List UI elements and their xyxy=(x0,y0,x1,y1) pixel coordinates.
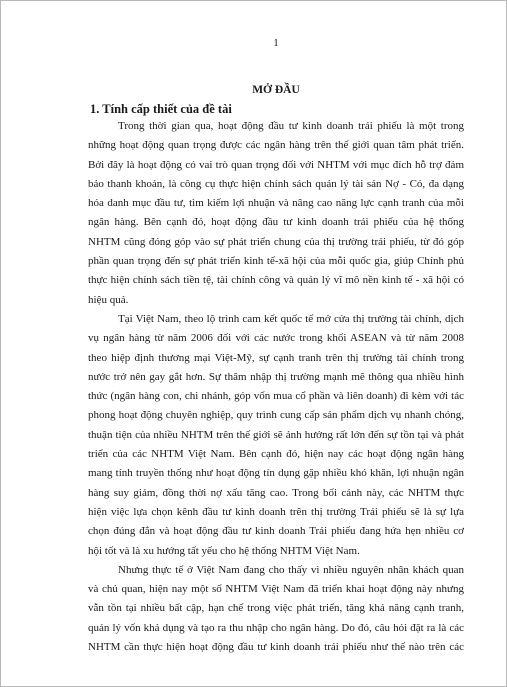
paragraph-line: Tại Việt Nam, theo lộ trình cam kết quốc tế mở cửa thị trường tài chính, dịch xyxy=(118,312,464,325)
paragraph-line: mang tính truyền thống như hoạt động tín dụng gặp nhiều khó khăn, lợi nhuận ngân xyxy=(88,467,464,480)
section-heading: 1. Tính cấp thiết của đề tài xyxy=(90,102,232,116)
paragraph-line: triển của các NHTM Việt Nam. Bên cạnh đó, hiện nay các hoạt động ngân hàng xyxy=(88,448,464,461)
paragraph-line: những hoạt động quan trọng được các ngân hàng trên thế giới quan tâm phát triển. xyxy=(88,139,464,152)
paragraph-line: vẫn tồn tại nhiều bất cập, hạn chế trong việc phát triển, tăng khả năng cạnh tranh, xyxy=(88,602,464,615)
paragraph-line: phần quan trọng đến sự phát triển kinh tế-xã hội của mỗi quốc gia, giúp Chính phủ xyxy=(88,255,464,268)
page-number: 1 xyxy=(273,37,279,49)
paragraph-line: quản lý vốn khả dụng và tạo ra thu nhập cho ngân hàng. Do đó, câu hỏi đặt ra là các xyxy=(88,621,464,634)
paragraph-line: phong hoạt động chuyên nghiệp, quy trình cung cấp sản phẩm dịch vụ nhanh chóng, xyxy=(88,409,464,422)
body-text xyxy=(88,117,464,657)
paragraph-line: hàng suy giảm, đồng thời nợ xấu tăng cao. Trong bối cảnh này, các NHTM thực xyxy=(88,486,464,499)
paragraph-line: theo hiệp định thương mại Việt-Mỹ, sự cạnh tranh trên thị trường tài chính trong xyxy=(88,351,464,364)
paragraph-line: Nhưng thực tế ở Việt Nam đang cho thấy vì nhiều nguyên nhân khách quan xyxy=(118,563,464,576)
paragraph-line: ngân hàng. Bên cạnh đó, hoạt động đầu tư kinh doanh trái phiếu của hệ thống xyxy=(88,216,464,229)
paragraph-line: bảo thanh khoản, là công cụ thực hiện chính sách quản lý tài sản Nợ - Có, đa dạng xyxy=(88,177,464,190)
paragraph-line: nước trở nên gay gắt hơn. Sự thâm nhập thị trường mạnh mẽ thông qua nhiều hình xyxy=(88,370,464,383)
paragraph-line: vụ ngân hàng từ năm 2006 đối với các nước trong khối ASEAN và từ năm 2008 xyxy=(88,332,464,345)
paragraph-line: Trong thời gian qua, hoạt động đầu tư kinh doanh trái phiếu là một trong xyxy=(118,120,464,132)
paragraph-line: hiện việc lựa chọn kênh đầu tư kinh doanh trên thị trường Trái phiếu sẽ là sự lựa xyxy=(88,505,464,518)
paragraph-line: hóa danh mục đầu tư, tìm kiếm lợi nhuận và nâng cao năng lực cạnh tranh của mỗi xyxy=(88,197,464,210)
paragraph-line: thức (ngân hàng con, chi nhánh, góp vốn mua cổ phần và liên doanh) đi kèm với tác xyxy=(88,390,464,403)
paragraph-line: thực hiện chính sách tiền tệ, tài chính công và quản lý vĩ mô nền kinh tế - xã hội có xyxy=(88,274,464,287)
paragraph-line: hiệu quả. xyxy=(88,293,129,306)
paragraph-line: Bởi đây là hoạt động có vai trò quan trọng đối với NHTM với mục đích hỗ trợ đảm xyxy=(88,158,464,171)
page-title: MỞ ĐẦU xyxy=(252,84,300,96)
paragraph-line: hội tốt và là xu hướng tất yếu cho hệ thống NHTM Việt Nam. xyxy=(88,544,360,557)
paragraph-line: NHTM cần thực hiện hoạt động đầu tư kinh doanh trái phiếu như thế nào trên các xyxy=(88,641,464,654)
paragraph-line: thuận tiện của nhiều NHTM trên thế giới sẽ ảnh hưởng rất lớn đến sự tồn tại và phát xyxy=(88,428,464,441)
paragraph-line: và chủ quan, hiện nay một số NHTM Việt Nam đã triển khai hoạt động này nhưng xyxy=(88,583,464,596)
paragraph-line: chọn đúng đắn và hoạt động đầu tư kinh doanh Trái phiếu đang hứa hẹn nhiều cơ xyxy=(88,525,464,538)
paragraph-line: NHTM cũng đóng góp vào sự phát triển chung của thị trường trái phiếu, từ đó góp xyxy=(88,235,464,248)
